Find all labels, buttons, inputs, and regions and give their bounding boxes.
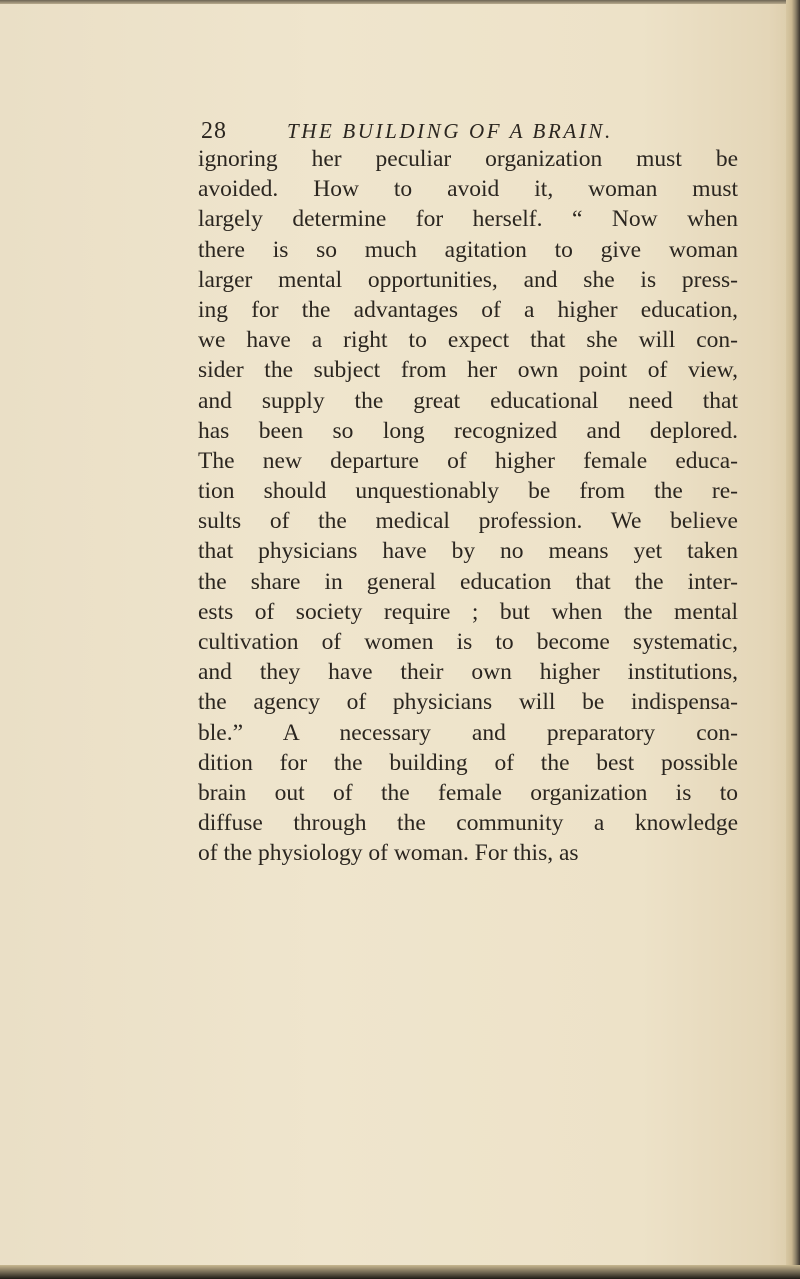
text-line: of the physiology of woman. For this, as <box>198 840 579 867</box>
text-line: tion should unquestionably be from the re- <box>198 478 738 505</box>
text-line: cultivation of women is to become systematic, <box>198 629 738 655</box>
text-line: has been so long recognized and deplored. <box>198 417 738 444</box>
text-line: ignoring her peculiar organization must be <box>198 146 738 172</box>
text-line: and they have their own higher institutions, <box>198 659 738 686</box>
text-line: brain out of the female organization is to <box>198 779 738 806</box>
page-bottom-edge <box>0 1265 800 1279</box>
page-right-edge <box>786 0 800 1279</box>
text-line: and supply the great educational need that <box>198 387 738 414</box>
text-line: ing for the advantages of a higher education, <box>198 296 738 323</box>
text-line: sults of the medical profession. We believe <box>198 508 738 535</box>
text-line: avoided. How to avoid it, woman must <box>198 176 738 203</box>
text-line: ests of society require ; but when the mental <box>198 598 738 625</box>
body-text <box>198 144 738 869</box>
text-line: larger mental opportunities, and she is press- <box>198 266 738 293</box>
text-line: that physicians have by no means yet taken <box>198 538 738 565</box>
text-line: sider the subject from her own point of view, <box>198 357 738 384</box>
page-number: 28 <box>201 118 227 144</box>
text-line: diffuse through the community a knowledge <box>198 810 738 837</box>
running-title: THE BUILDING OF A BRAIN. <box>287 119 613 143</box>
text-line: there is so much agitation to give woman <box>198 236 738 263</box>
text-line: the agency of physicians will be indispensa- <box>198 689 738 716</box>
text-line: we have a right to expect that she will con- <box>198 327 738 354</box>
text-line: largely determine for herself. “ Now when <box>198 206 738 233</box>
text-line: the share in general education that the inter- <box>198 568 738 595</box>
text-line: ble.” A necessary and preparatory con- <box>198 719 738 746</box>
page-top-edge <box>0 0 800 4</box>
text-line: The new departure of higher female educa- <box>198 447 738 474</box>
text-line: dition for the building of the best possible <box>198 749 738 776</box>
